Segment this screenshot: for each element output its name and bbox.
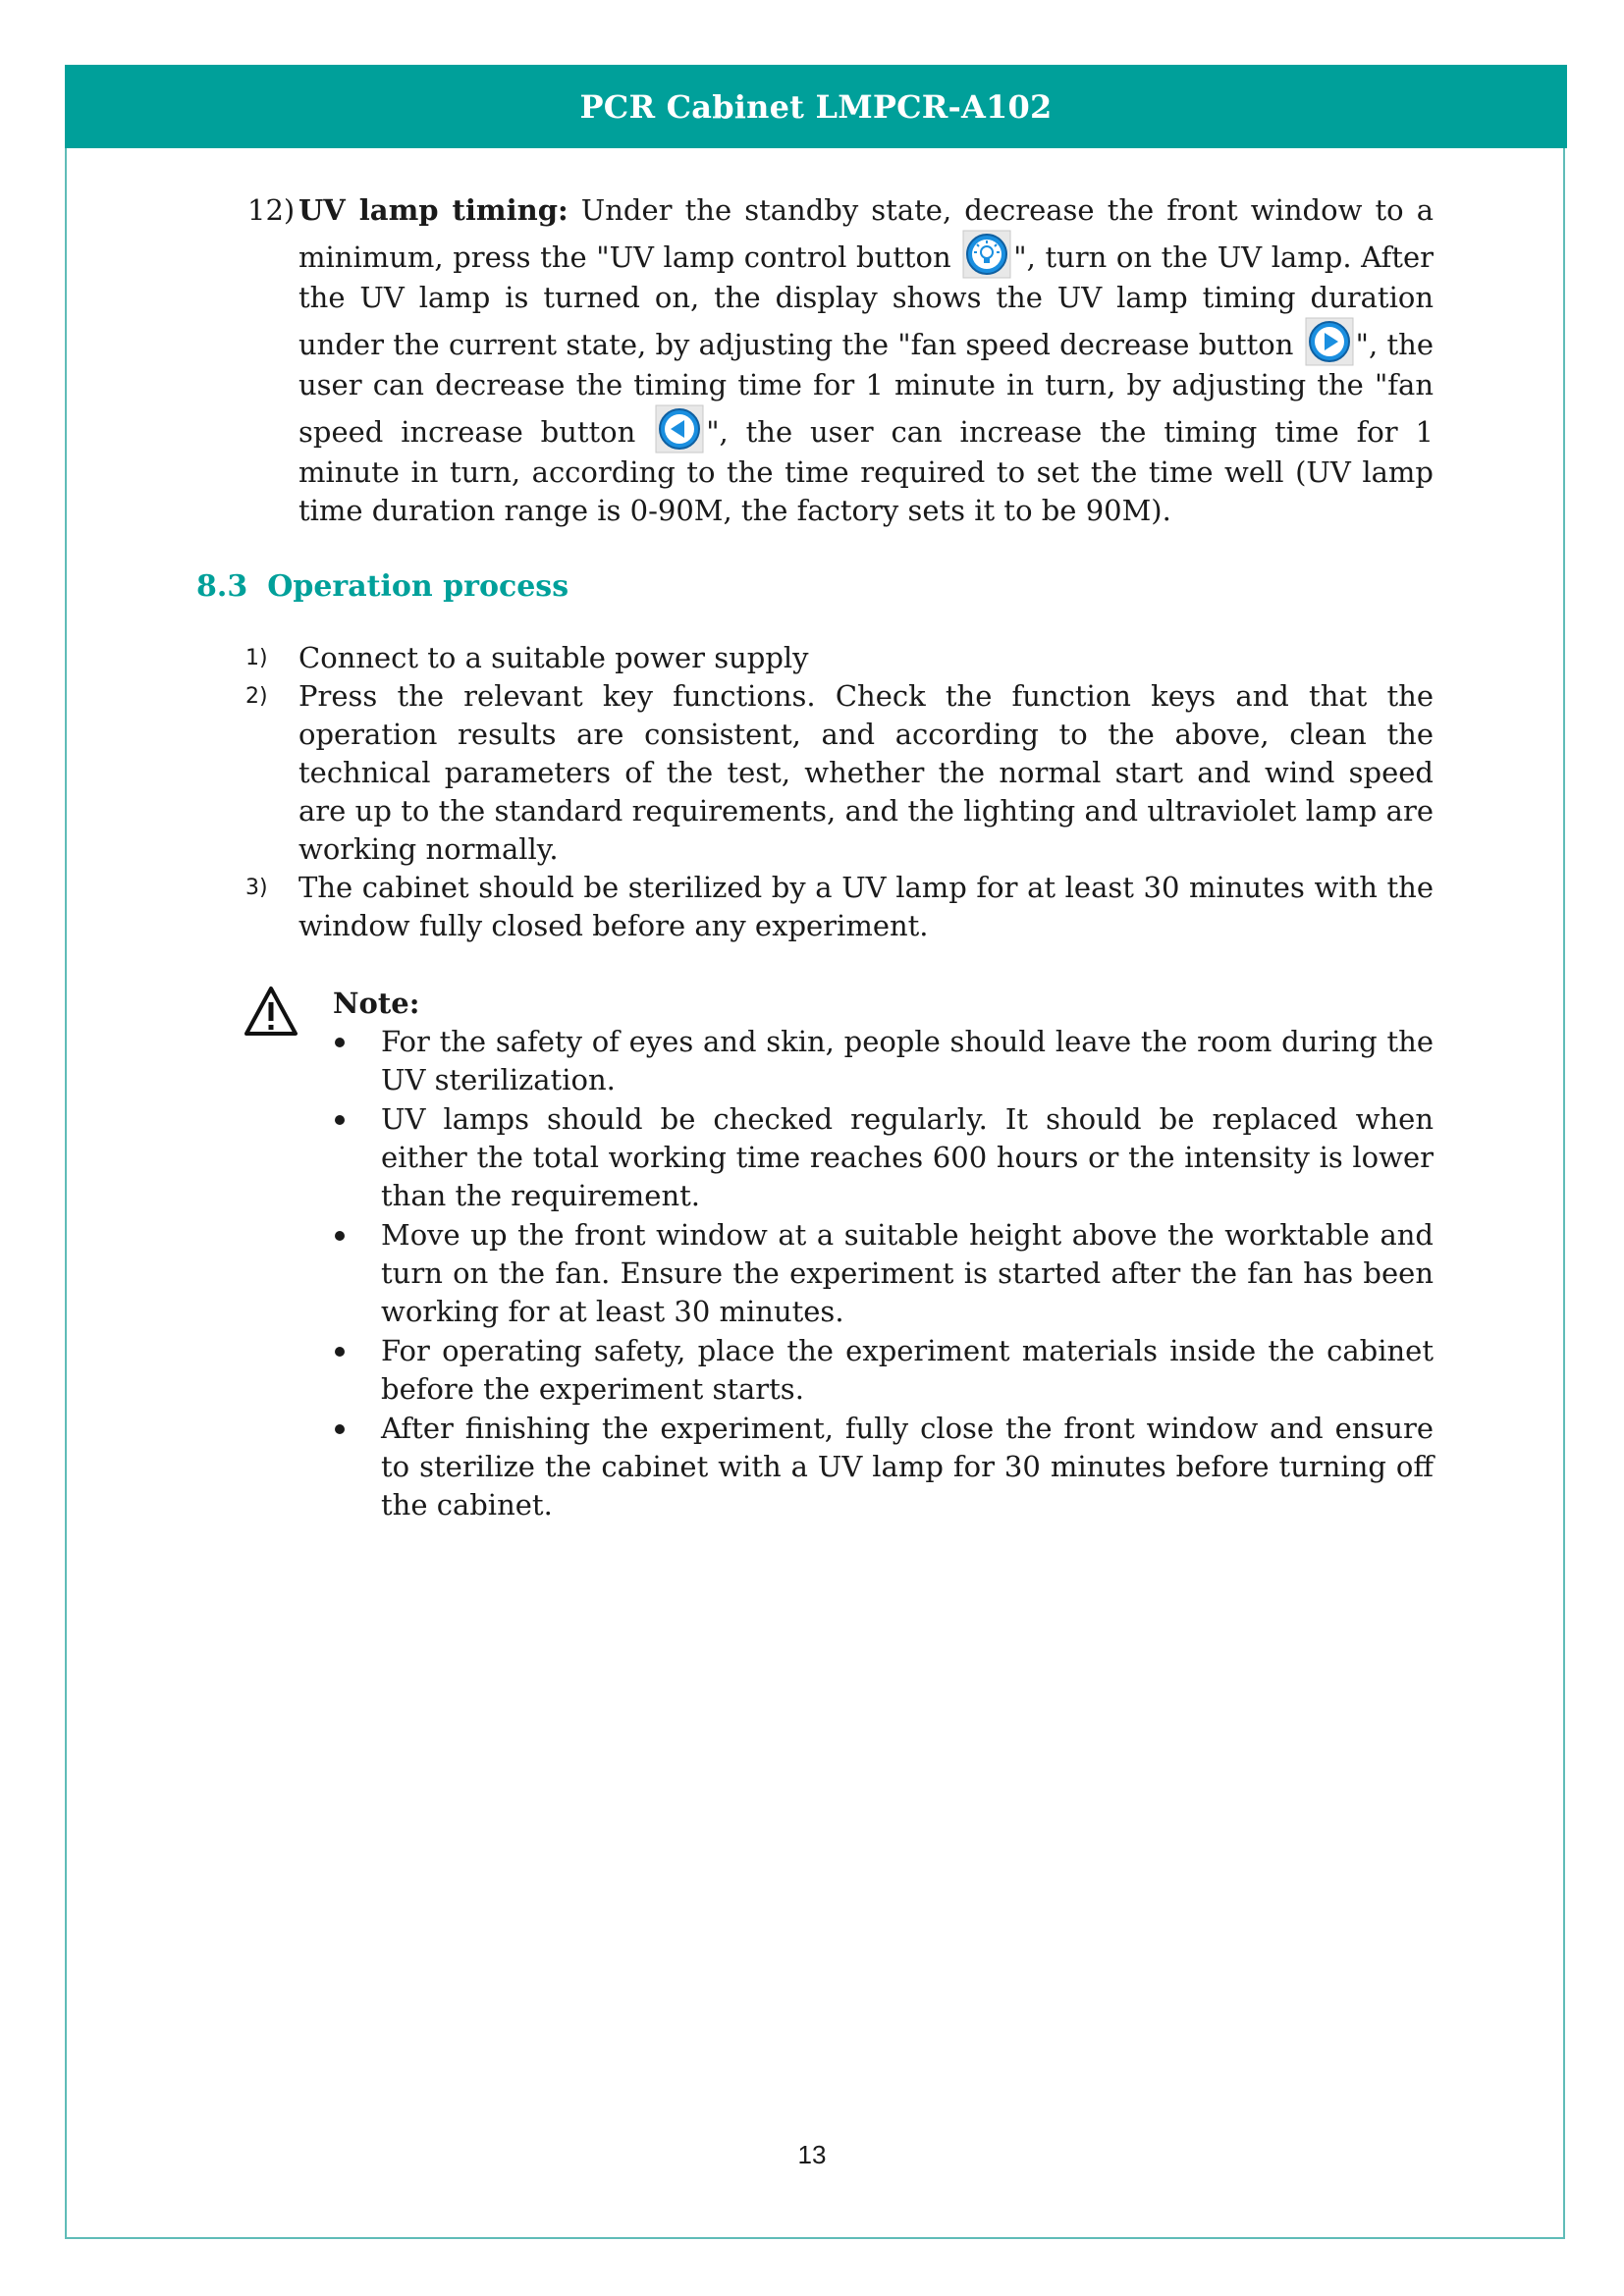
list-item xyxy=(196,869,1434,945)
play-right-icon xyxy=(1305,317,1354,366)
bullet-icon xyxy=(335,1424,345,1434)
list-item xyxy=(196,1023,1434,1099)
section-number: 8.3 xyxy=(196,569,248,604)
note-block xyxy=(196,985,1434,1524)
list-item xyxy=(196,1216,1434,1331)
list-item xyxy=(196,639,1434,677)
item-number: 12) xyxy=(247,193,296,227)
note-text: UV lamps should be checked regularly. It should be replaced when either the total working time reaches 600 hours or the intensity is lower than the requirement. xyxy=(381,1102,1434,1212)
step-text: Press the relevant key functions. Check the function keys and that the operation results are consistent, and according to the above, clean the technical parameters of the test, whether the normal start and wind speed are up to the standard requirements, and the lighting and ultraviolet lamp are working normally. xyxy=(298,679,1434,866)
list-item xyxy=(196,1100,1434,1215)
page-header xyxy=(65,65,1567,148)
note-text: Move up the front window at a suitable height above the worktable and turn on the fan. Ensure the experiment is started after the fan has been working for at least 30 minutes. xyxy=(381,1218,1434,1328)
header-title: PCR Cabinet LMPCR-A102 xyxy=(579,87,1053,126)
item-12-text-4: ", the user can increase the timing time for 1 minute in turn, according to the time required to set the time well (UV lamp time duration range is 0-90M, the factory sets it to be 90M). xyxy=(298,415,1434,527)
list-item xyxy=(196,1332,1434,1409)
operation-steps-list xyxy=(196,639,1434,945)
item-12-text-3: ", the user can decrease the timing time for 1 minute in turn, by adjusting the "fan speed increase button xyxy=(298,328,1434,449)
item-12-text-1: Under the standby state, decrease the front window to a minimum, press the "UV lamp control button xyxy=(298,193,1434,274)
section-heading xyxy=(196,567,1434,606)
play-left-icon xyxy=(655,404,704,454)
bullet-icon xyxy=(335,1115,345,1125)
uv-lamp-control-icon xyxy=(962,230,1011,279)
bullet-icon xyxy=(335,1231,345,1241)
page-content xyxy=(196,191,1434,1525)
item-12-text-2: ", turn on the UV lamp. After the UV lamp is turned on, the display shows the UV lamp timing duration under the current state, by adjusting the "fan speed decrease button xyxy=(298,240,1434,361)
item-12-paragraph xyxy=(196,191,1434,530)
note-text: After finishing the experiment, fully close the front window and ensure to sterilize the cabinet with a UV lamp for 30 minutes before turning off the cabinet. xyxy=(381,1412,1434,1522)
step-text: The cabinet should be sterilized by a UV lamp for at least 30 minutes with the window fully closed before any experiment. xyxy=(298,871,1434,942)
bullet-icon xyxy=(335,1347,345,1357)
section-title: Operation process xyxy=(267,569,569,604)
note-bullets xyxy=(196,1023,1434,1524)
step-number: 1) xyxy=(245,646,268,670)
page-number: 13 xyxy=(797,2140,827,2169)
item-12-text xyxy=(298,191,1434,530)
step-text: Connect to a suitable power supply xyxy=(298,641,809,674)
note-text: For the safety of eyes and skin, people should leave the room during the UV sterilization. xyxy=(381,1025,1434,1096)
note-text: For operating safety, place the experiment materials inside the cabinet before the experiment starts. xyxy=(381,1334,1434,1406)
note-title: Note: xyxy=(333,987,420,1020)
list-item xyxy=(196,1410,1434,1524)
step-number: 2) xyxy=(245,684,268,709)
list-item xyxy=(196,677,1434,869)
item-12-label: UV lamp timing: xyxy=(298,193,568,227)
step-number: 3) xyxy=(245,876,268,900)
bullet-icon xyxy=(335,1038,345,1047)
